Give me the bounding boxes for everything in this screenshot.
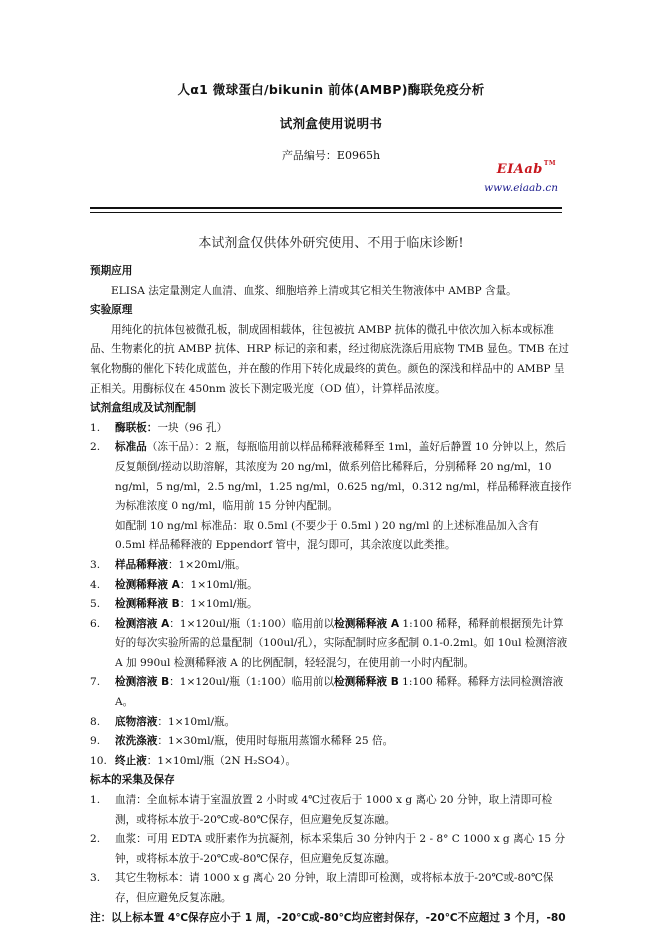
item-text: ：1×10ml/瓶。 bbox=[179, 578, 258, 591]
document-title: 人α1 微球蛋白/bikunin 前体(AMBP)酶联免疫分析 bbox=[177, 82, 485, 97]
disclaimer-notice: 本试剂盒仅供体外研究使用、不用于临床诊断! bbox=[198, 236, 464, 251]
storage-note: 注：以上标本置 4℃保存应小于 1 周，-20℃或-80℃均应密封保存，-20℃不应超过 3 个月，-80 bbox=[90, 911, 566, 924]
item-text: ：1×20ml/瓶。 bbox=[167, 558, 246, 571]
product-code: 产品编号：E0965h bbox=[281, 149, 381, 162]
item-label: 标准品 bbox=[115, 441, 147, 454]
item-number: 6. bbox=[90, 617, 101, 630]
document-subtitle: 试剂盒使用说明书 bbox=[279, 116, 383, 131]
list-item bbox=[90, 615, 572, 674]
list-item bbox=[90, 438, 572, 516]
item-number: 1. bbox=[90, 794, 101, 807]
item-text: 血浆：可用 EDTA 或肝素作为抗凝剂，标本采集后 30 分钟内于 2 - 8° C 1000 x g 离心 15 分钟，或将标本放于-20℃或-80℃保存，但应避免反复冻融。 bbox=[115, 833, 566, 865]
item-label: 底物溶液 bbox=[115, 715, 158, 728]
item-number: 8. bbox=[90, 715, 101, 728]
intended-use-text: ELISA 法定量测定人血清、血浆、细胞培养上清或其它相关生物液体中 AMBP 含量。 bbox=[111, 284, 517, 297]
list-item bbox=[90, 791, 572, 830]
item-text: （冻干品）：2 瓶，每瓶临用前以样品稀释液稀释至 1ml，盖好后静置 10 分钟以上，然后反复颠倒/搓动以助溶解，其浓度为 20 ng/ml，做系列倍比稀释后，分别稀释 20 ng/ml，10 ng/ml，5 ng/ml，2.5 ng/ml，1.25 ng/ml，0.625 ng/ml，0.312 ng/ml，样品稀释液直接作为标准浓度 0 ng/ml，临用前 15 分钟内配制。 bbox=[115, 441, 572, 513]
principle-text: 用纯化的抗体包被微孔板，制成固相载体，往包被抗 AMBP 抗体的微孔中依次加入标本或标准品、生物素化的抗 AMBP 抗体、HRP 标记的亲和素，经过彻底洗涤后用底物 TMB 显色。TMB 在过氧化物酶的催化下转化成蓝色，并在酸的作用下转化成最终的黄色。颜色的深浅和样品中的 AMBP 呈正相关。用酶标仪在 450nm 波长下测定吸光度（OD 值），计算样品浓度。 bbox=[90, 323, 569, 395]
list-item bbox=[90, 830, 572, 869]
item-label: 检测溶液 A bbox=[115, 617, 170, 630]
item-number: 7. bbox=[90, 676, 101, 689]
item-number: 3. bbox=[90, 872, 101, 885]
item-label-secondary: 检测稀释液 A bbox=[334, 617, 400, 630]
item-number: 9. bbox=[90, 735, 101, 748]
list-item bbox=[90, 419, 572, 439]
item-label: 检测稀释液 A bbox=[115, 578, 180, 591]
section-heading-intended-use: 预期应用 bbox=[90, 265, 133, 277]
list-item bbox=[90, 713, 572, 733]
section-heading-principle: 实验原理 bbox=[90, 304, 133, 317]
item-text-secondary: 1:100 稀释，稀释前根据预先计算好的每次实验所需的总量配制（100ul/孔），实际配制时应多配制 0.1-0.2ml。如 10ul 检测溶液 A 加 990ul 检测稀释液 A 的比例配制，轻轻混匀，在使用前一小时内配制。 bbox=[115, 617, 568, 669]
item-number: 2. bbox=[90, 441, 101, 454]
item-text: ：1×10ml/瓶（2N H₂SO4）。 bbox=[146, 754, 297, 767]
item-text: ：1×120ul/瓶（1:100）临用前以 bbox=[169, 676, 335, 689]
item-text: ：1×10ml/瓶。 bbox=[179, 598, 258, 611]
list-item bbox=[90, 869, 572, 908]
website-link[interactable]: www.eiaab.cn bbox=[484, 182, 558, 194]
header-divider-thick bbox=[90, 207, 562, 209]
list-item bbox=[90, 673, 572, 712]
item-text: ：1×30ml/瓶，使用时每瓶用蒸馏水稀释 25 倍。 bbox=[157, 735, 394, 748]
item-label: 终止液 bbox=[115, 754, 147, 767]
item-number: 2. bbox=[90, 833, 101, 846]
logo-text: EIAab bbox=[496, 162, 543, 177]
document-body bbox=[90, 262, 572, 928]
standard-dilution-example: 如配制 10 ng/ml 标准品：取 0.5ml (不要少于 0.5ml ) 20 ng/ml 的上述标准品加入含有 0.5ml 样品稀释液的 Eppendorf 管中，混匀即可，其余浓度以此类推。 bbox=[115, 519, 539, 552]
list-item bbox=[90, 732, 572, 752]
list-item bbox=[90, 576, 572, 596]
item-label: 检测溶液 B bbox=[115, 676, 170, 689]
list-item bbox=[90, 752, 572, 772]
item-number: 3. bbox=[90, 558, 101, 571]
list-item bbox=[90, 595, 572, 615]
item-label: 浓洗涤液 bbox=[115, 735, 158, 748]
item-number: 5. bbox=[90, 598, 101, 611]
samples-list bbox=[90, 791, 572, 909]
item-label: 检测稀释液 B bbox=[115, 598, 180, 611]
brand-logo bbox=[496, 159, 556, 177]
logo-trademark: TM bbox=[543, 159, 556, 167]
item-label: 样品稀释液 bbox=[115, 558, 168, 571]
item-label-secondary: 检测稀释液 B bbox=[334, 676, 399, 689]
item-text: ：1×120ul/瓶（1:100）临用前以 bbox=[169, 617, 335, 630]
item-number: 4. bbox=[90, 578, 101, 591]
header-divider-thin bbox=[90, 212, 562, 213]
item-text: 一块（96 孔） bbox=[157, 421, 228, 434]
item-text: 其它生物标本：请 1000 x g 离心 20 分钟，取上清即可检测，或将标本放于-20℃或-80℃保存，但应避免反复冻融。 bbox=[115, 872, 554, 904]
item-text-secondary: 1:100 稀释。稀释方法同检测溶液 A。 bbox=[115, 676, 564, 709]
section-heading-components: 试剂盒组成及试剂配制 bbox=[90, 402, 196, 415]
section-heading-samples: 标本的采集及保存 bbox=[90, 774, 175, 787]
components-list bbox=[90, 419, 572, 517]
item-text: ：1×10ml/瓶。 bbox=[157, 715, 236, 728]
list-item bbox=[90, 556, 572, 576]
components-list-continued bbox=[90, 556, 572, 772]
item-number: 10. bbox=[90, 754, 107, 767]
item-number: 1. bbox=[90, 421, 101, 434]
item-text: 血清：全血标本请于室温放置 2 小时或 4℃过夜后于 1000 x g 离心 20 分钟，取上清即可检测，或将标本放于-20℃或-80℃保存，但应避免反复冻融。 bbox=[115, 794, 553, 826]
item-label: 酶联板： bbox=[115, 421, 158, 434]
